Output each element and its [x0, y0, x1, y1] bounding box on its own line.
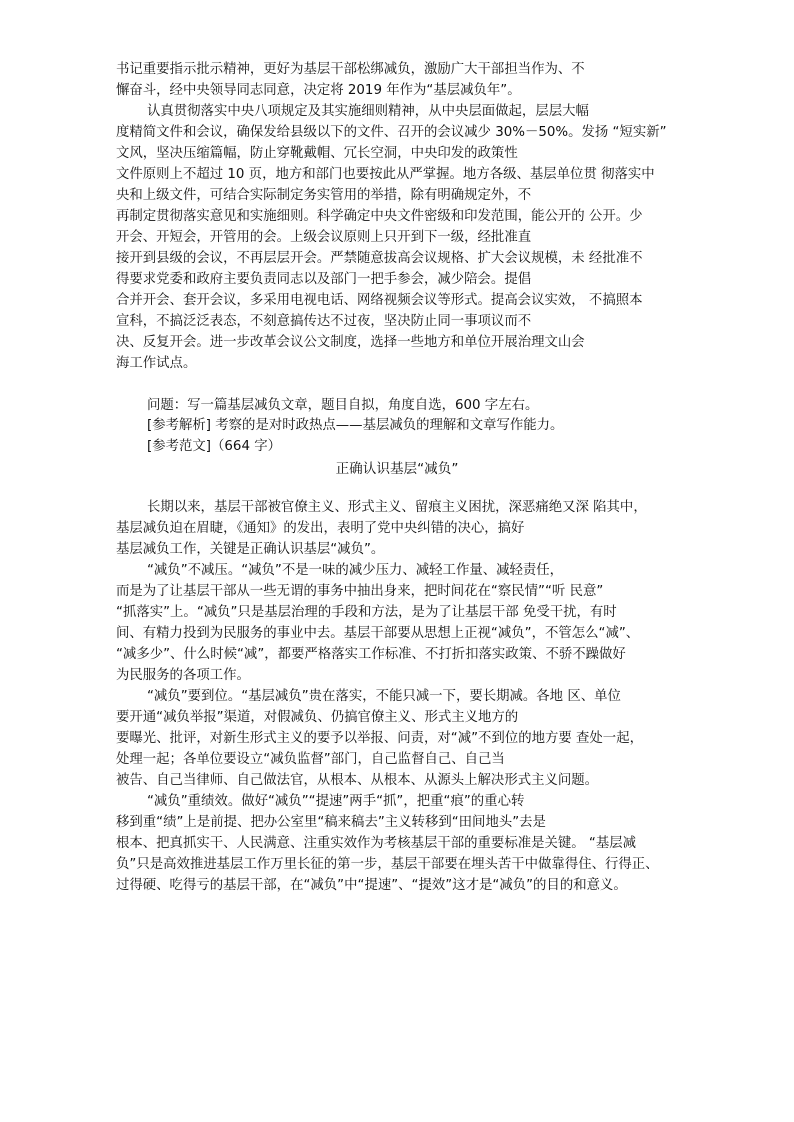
material-line: 书记重要指示批示精神，更好为基层干部松绑减负，激励广大干部担当作为、不 — [116, 62, 585, 77]
material-line: 认真贯彻落实中央八项规定及其实施细则精神，从中央层面做起，层层大幅 — [147, 104, 589, 119]
essay-line: “减负”重绩效。做好“减负”“提速”两手“抓”，把重“痕”的重心转 — [147, 794, 525, 809]
essay-line: 移到重“绩”上是前提、把办公室里“稿来稿去”主义转移到“田间地头”去是 — [116, 815, 546, 830]
essay-line: 被告、自己当律师、自己做法官，从根本、从根本、从源头上解决形式主义问题。 — [116, 773, 599, 788]
essay-line: “减负”要到位。“基层减负”贵在落实，不能只减一下，要长期减。各地 区、单位 — [147, 689, 621, 704]
essay-line: 要曝光、批评，对新生形式主义的要予以举报、问责，对“减”不到位的地方要 查处一起， — [116, 731, 643, 746]
material-line: 决、反复开会。进一步改革会议公文制度，选择一些地方和单位开展治理文山会 — [116, 335, 585, 350]
reference-essay-label: [参考范文]（664 字） — [147, 439, 281, 454]
essay-line: 根本、把真抓实干、人民满意、注重实效作为考核基层干部的重要标准是关键。 “基层减 — [116, 836, 637, 851]
essay-line: 长期以来，基层干部被官僚主义、形式主义、留痕主义困扰，深恶痛绝又深 陷其中， — [147, 500, 647, 515]
essay-line: 而是为了让基层干部从一些无谓的事务中抽出身来，把时间花在“察民情”“听 民意” — [116, 584, 604, 599]
material-line: 央和上级文件，可结合实际制定务实管用的举措，除有明确规定外，不 — [116, 188, 532, 203]
material-line: 合并开会、套开会议，多采用电视电话、网络视频会议等形式。提高会议实效， 不搞照本 — [116, 293, 643, 308]
material-line: 文件原则上不超过 10 页，地方和部门也要按此从严掌握。地方各级、基层单位贯 彻落实中 — [116, 167, 655, 182]
essay-line: “减多少”、什么时候“减”，都要严格落实工作标准、不打折扣落实政策、不骄不躁做好 — [116, 647, 626, 662]
essay-line: 负”只是高效推进基层工作万里长征的第一步，基层干部要在埋头苦干中做靠得住、行得正、 — [116, 857, 659, 872]
essay-line: “抓落实”上。“减负”只是基层治理的手段和方法，是为了让基层干部 免受干扰，有时 — [116, 605, 617, 620]
essay-line: “减负”不减压。“减负”不是一味的减少压力、减轻工作量、减轻责任， — [147, 563, 564, 578]
essay-title: 正确认识基层“减负” — [335, 461, 459, 477]
reference-analysis: [参考解析] 考察的是对时政热点——基层减负的理解和文章写作能力。 — [147, 418, 564, 433]
essay-line: 基层减负工作，关键是正确认识基层“减负”。 — [116, 542, 385, 557]
material-line: 再制定贯彻落实意见和实施细则。科学确定中央文件密级和印发范围，能公开的 公开。少 — [116, 209, 643, 224]
material-line: 度精简文件和会议，确保发给县级以下的文件、召开的会议减少 30%－50%。发扬 “短实新” — [116, 125, 667, 140]
question-text: 问题：写一篇基层减负文章，题目自拟，角度自选，600 字左右。 — [147, 398, 539, 413]
material-line: 海工作试点。 — [116, 356, 197, 371]
material-line: 得要求党委和政府主要负责同志以及部门一把手参会，减少陪会。提倡 — [116, 272, 532, 287]
essay-line: 要开通“减负举报”渠道，对假减负、仍搞官僚主义、形式主义地方的 — [116, 710, 519, 725]
essay-line: 间、有精力投到为民服务的事业中去。基层干部要从思想上正视“减负”，不管怎么“减”、 — [116, 626, 640, 641]
material-line: 宣科，不搞泛泛表态，不刻意搞传达不过夜，坚决防止同一事项议而不 — [116, 314, 532, 329]
essay-line: 处理一起；各单位要设立“减负监督”部门，自己监督自己、自己当 — [116, 752, 505, 767]
essay-line: 过得硬、吃得亏的基层干部，在“减负”中“提速”、“提效”这才是“减负”的目的和意义。 — [116, 878, 627, 893]
material-line: 开会、开短会，开管用的会。上级会议原则上只开到下一级，经批准直 — [116, 230, 532, 245]
material-line: 接开到县级的会议，不再层层开会。严禁随意拔高会议规格、扩大会议规模，未 经批准不 — [116, 251, 643, 266]
material-line: 懈奋斗，经中央领导同志同意，决定将 2019 年作为“基层减负年”。 — [116, 83, 521, 98]
material-line: 文风，坚决压缩篇幅，防止穿靴戴帽、冗长空洞，中央印发的政策性 — [116, 146, 518, 161]
essay-line: 基层减负迫在眉睫，《通知》的发出，表明了党中央纠错的决心，搞好 — [116, 521, 525, 536]
essay-line: 为民服务的各项工作。 — [116, 668, 250, 683]
